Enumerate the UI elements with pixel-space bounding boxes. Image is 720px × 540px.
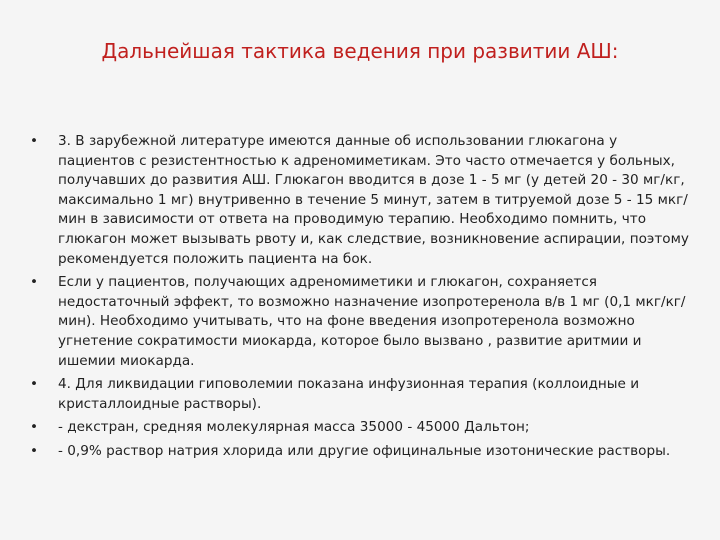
list-item [30, 442, 694, 462]
slide-title: Дальнейшая тактика ведения при развитии АШ: [101, 39, 619, 63]
list-item [30, 375, 694, 414]
list-item-text: 4. Для ликвидации гиповолемии показана инфузионная терапия (коллоидные и кристаллоидные растворы). [58, 376, 640, 412]
bullet-icon: • [30, 274, 39, 291]
list-item-text: 3. В зарубежной литературе имеются данные об использовании глюкагона у пациентов с резистентностью к адреномиметикам. Это часто отмечается у больных, получавших до развития АШ. Глюкагон вводится в дозе 1 - 5 мг (у детей 20 - 30 мг/кг, максимально 1 мг) внутривенно в течение 5 минут, затем в титруемой дозе 5 - 15 мкг/мин в зависимости от ответа на проводимую терапию. Необходимо помнить, что глюкагон может вызывать рвоту и, как следствие, возникновение аспирации, поэтому рекомендуется положить пациента на бок. [58, 133, 689, 267]
list-item [30, 132, 694, 269]
bullet-icon: • [30, 133, 39, 149]
list-item-text: - декстран, средняя молекулярная масса 35000 - 45000 Дальтон; [58, 419, 530, 436]
list-item-text: Если у пациентов, получающих адреномиметики и глюкагон, сохраняется недостаточный эффект, то возможно назначение изопротеренола в/в 1 мг (0,1 мкг/кг/мин). Необходимо учитывать, что на фоне введения изопротеренола возможно угнетение сократимости миокарда, которое было вызвано , развитие аритмии и ишемии миокарда. [58, 274, 686, 369]
list-item [30, 418, 694, 438]
bullet-icon: • [30, 419, 39, 436]
bullet-list [30, 132, 694, 466]
bullet-icon: • [30, 442, 39, 459]
list-item [30, 273, 694, 371]
list-item-text: - 0,9% раствор натрия хлорида или другие официнальные изотонические растворы. [58, 442, 671, 459]
bullet-icon: • [30, 376, 39, 393]
